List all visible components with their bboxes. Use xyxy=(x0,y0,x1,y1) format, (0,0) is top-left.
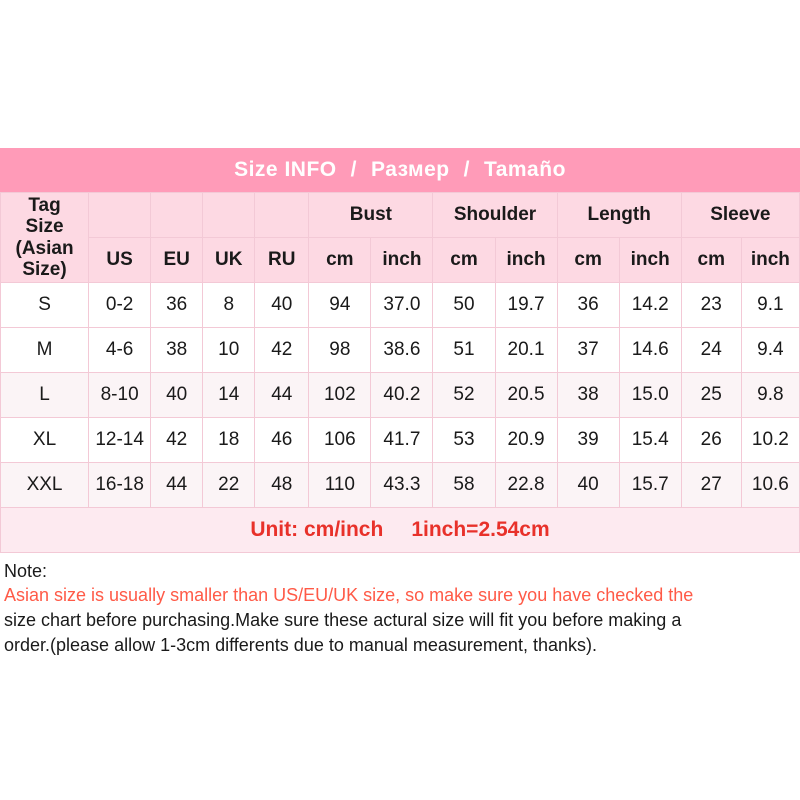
cell-size: S xyxy=(1,283,89,328)
cell-us: 8-10 xyxy=(89,373,151,418)
unit-note-row xyxy=(0,508,800,553)
header-sleeve-inch: inch xyxy=(741,238,799,283)
cell-uk: 8 xyxy=(203,283,255,328)
header-separator-1: / xyxy=(350,158,357,181)
cell-sleeve-inch: 10.2 xyxy=(741,418,799,463)
cell-shoulder-cm: 50 xyxy=(433,283,495,328)
cell-length-inch: 15.4 xyxy=(619,418,681,463)
cell-eu: 42 xyxy=(151,418,203,463)
note-label: Note: xyxy=(4,561,48,581)
group-header-length: Length xyxy=(557,193,681,238)
header-sleeve-cm: cm xyxy=(681,238,741,283)
tag-size-line-3: (Asian xyxy=(15,237,74,259)
cell-uk: 10 xyxy=(203,328,255,373)
header-eu: EU xyxy=(151,238,203,283)
cell-sleeve-inch: 9.4 xyxy=(741,328,799,373)
cell-shoulder-inch: 20.9 xyxy=(495,418,557,463)
cell-bust-inch: 40.2 xyxy=(371,373,433,418)
cell-sleeve-cm: 27 xyxy=(681,463,741,508)
cell-length-inch: 14.6 xyxy=(619,328,681,373)
cell-length-cm: 37 xyxy=(557,328,619,373)
header-length-cm: cm xyxy=(557,238,619,283)
cell-length-cm: 38 xyxy=(557,373,619,418)
header-uk: UK xyxy=(203,238,255,283)
size-chart-container xyxy=(0,148,800,662)
cell-eu: 36 xyxy=(151,283,203,328)
cell-eu: 44 xyxy=(151,463,203,508)
table-row xyxy=(1,328,800,373)
cell-bust-cm: 94 xyxy=(309,283,371,328)
note-black-line-2: order.(please allow 1-3cm differents due to manual measurement, thanks). xyxy=(4,634,597,655)
cell-sleeve-inch: 9.1 xyxy=(741,283,799,328)
cell-sleeve-cm: 23 xyxy=(681,283,741,328)
header-us: US xyxy=(89,238,151,283)
tag-size-line-4: Size) xyxy=(22,258,67,280)
header-blank-ru xyxy=(255,193,309,238)
note-section xyxy=(0,553,800,662)
cell-sleeve-inch: 9.8 xyxy=(741,373,799,418)
note-black-line-1: size chart before purchasing.Make sure these actural size will fit you before making a xyxy=(4,610,682,631)
table-header-row-groups xyxy=(1,193,800,238)
cell-length-cm: 40 xyxy=(557,463,619,508)
cell-length-inch: 14.2 xyxy=(619,283,681,328)
cell-ru: 42 xyxy=(255,328,309,373)
cell-shoulder-inch: 19.7 xyxy=(495,283,557,328)
group-header-bust: Bust xyxy=(309,193,433,238)
header-blank-eu xyxy=(151,193,203,238)
tag-size-header xyxy=(1,193,89,283)
cell-length-inch: 15.0 xyxy=(619,373,681,418)
cell-length-cm: 39 xyxy=(557,418,619,463)
unit-label: Unit: cm/inch xyxy=(250,518,384,541)
note-red-text: Asian size is usually smaller than US/EU/UK size, so make sure you have checked the xyxy=(4,585,694,606)
cell-size: XL xyxy=(1,418,89,463)
cell-length-inch: 15.7 xyxy=(619,463,681,508)
header-title-ru: Размер xyxy=(370,158,450,181)
size-info-header xyxy=(0,148,800,192)
header-separator-2: / xyxy=(463,158,470,181)
cell-us: 0-2 xyxy=(89,283,151,328)
cell-sleeve-cm: 26 xyxy=(681,418,741,463)
cell-length-cm: 36 xyxy=(557,283,619,328)
cell-bust-cm: 106 xyxy=(309,418,371,463)
header-shoulder-inch: inch xyxy=(495,238,557,283)
cell-bust-cm: 102 xyxy=(309,373,371,418)
cell-ru: 46 xyxy=(255,418,309,463)
cell-shoulder-cm: 51 xyxy=(433,328,495,373)
cell-ru: 48 xyxy=(255,463,309,508)
cell-size: XXL xyxy=(1,463,89,508)
cell-uk: 18 xyxy=(203,418,255,463)
cell-shoulder-cm: 53 xyxy=(433,418,495,463)
header-shoulder-cm: cm xyxy=(433,238,495,283)
table-row xyxy=(1,463,800,508)
table-row xyxy=(1,418,800,463)
cell-shoulder-cm: 52 xyxy=(433,373,495,418)
group-header-shoulder: Shoulder xyxy=(433,193,557,238)
header-length-inch: inch xyxy=(619,238,681,283)
tag-size-line-2: Size xyxy=(25,216,64,238)
cell-shoulder-inch: 20.5 xyxy=(495,373,557,418)
cell-eu: 38 xyxy=(151,328,203,373)
cell-us: 16-18 xyxy=(89,463,151,508)
cell-uk: 14 xyxy=(203,373,255,418)
cell-size: M xyxy=(1,328,89,373)
header-ru: RU xyxy=(255,238,309,283)
header-blank-uk xyxy=(203,193,255,238)
cell-bust-cm: 98 xyxy=(309,328,371,373)
header-bust-inch: inch xyxy=(371,238,433,283)
cell-shoulder-inch: 22.8 xyxy=(495,463,557,508)
cell-bust-inch: 41.7 xyxy=(371,418,433,463)
table-row xyxy=(1,283,800,328)
cell-shoulder-cm: 58 xyxy=(433,463,495,508)
cell-ru: 40 xyxy=(255,283,309,328)
conversion-label: 1inch=2.54cm xyxy=(411,518,550,541)
group-header-sleeve: Sleeve xyxy=(681,193,799,238)
header-bust-cm: cm xyxy=(309,238,371,283)
cell-size: L xyxy=(1,373,89,418)
cell-sleeve-cm: 25 xyxy=(681,373,741,418)
cell-bust-inch: 43.3 xyxy=(371,463,433,508)
cell-sleeve-inch: 10.6 xyxy=(741,463,799,508)
cell-bust-cm: 110 xyxy=(309,463,371,508)
cell-bust-inch: 38.6 xyxy=(371,328,433,373)
cell-us: 4-6 xyxy=(89,328,151,373)
header-title-es: Tamaño xyxy=(483,158,566,181)
cell-uk: 22 xyxy=(203,463,255,508)
size-table xyxy=(0,192,800,508)
table-header-row-units xyxy=(1,238,800,283)
cell-us: 12-14 xyxy=(89,418,151,463)
header-blank-us xyxy=(89,193,151,238)
cell-sleeve-cm: 24 xyxy=(681,328,741,373)
cell-eu: 40 xyxy=(151,373,203,418)
tag-size-line-1: Tag xyxy=(28,194,61,216)
cell-bust-inch: 37.0 xyxy=(371,283,433,328)
header-title-en: Size INFO xyxy=(234,158,337,181)
cell-ru: 44 xyxy=(255,373,309,418)
cell-shoulder-inch: 20.1 xyxy=(495,328,557,373)
table-row xyxy=(1,373,800,418)
